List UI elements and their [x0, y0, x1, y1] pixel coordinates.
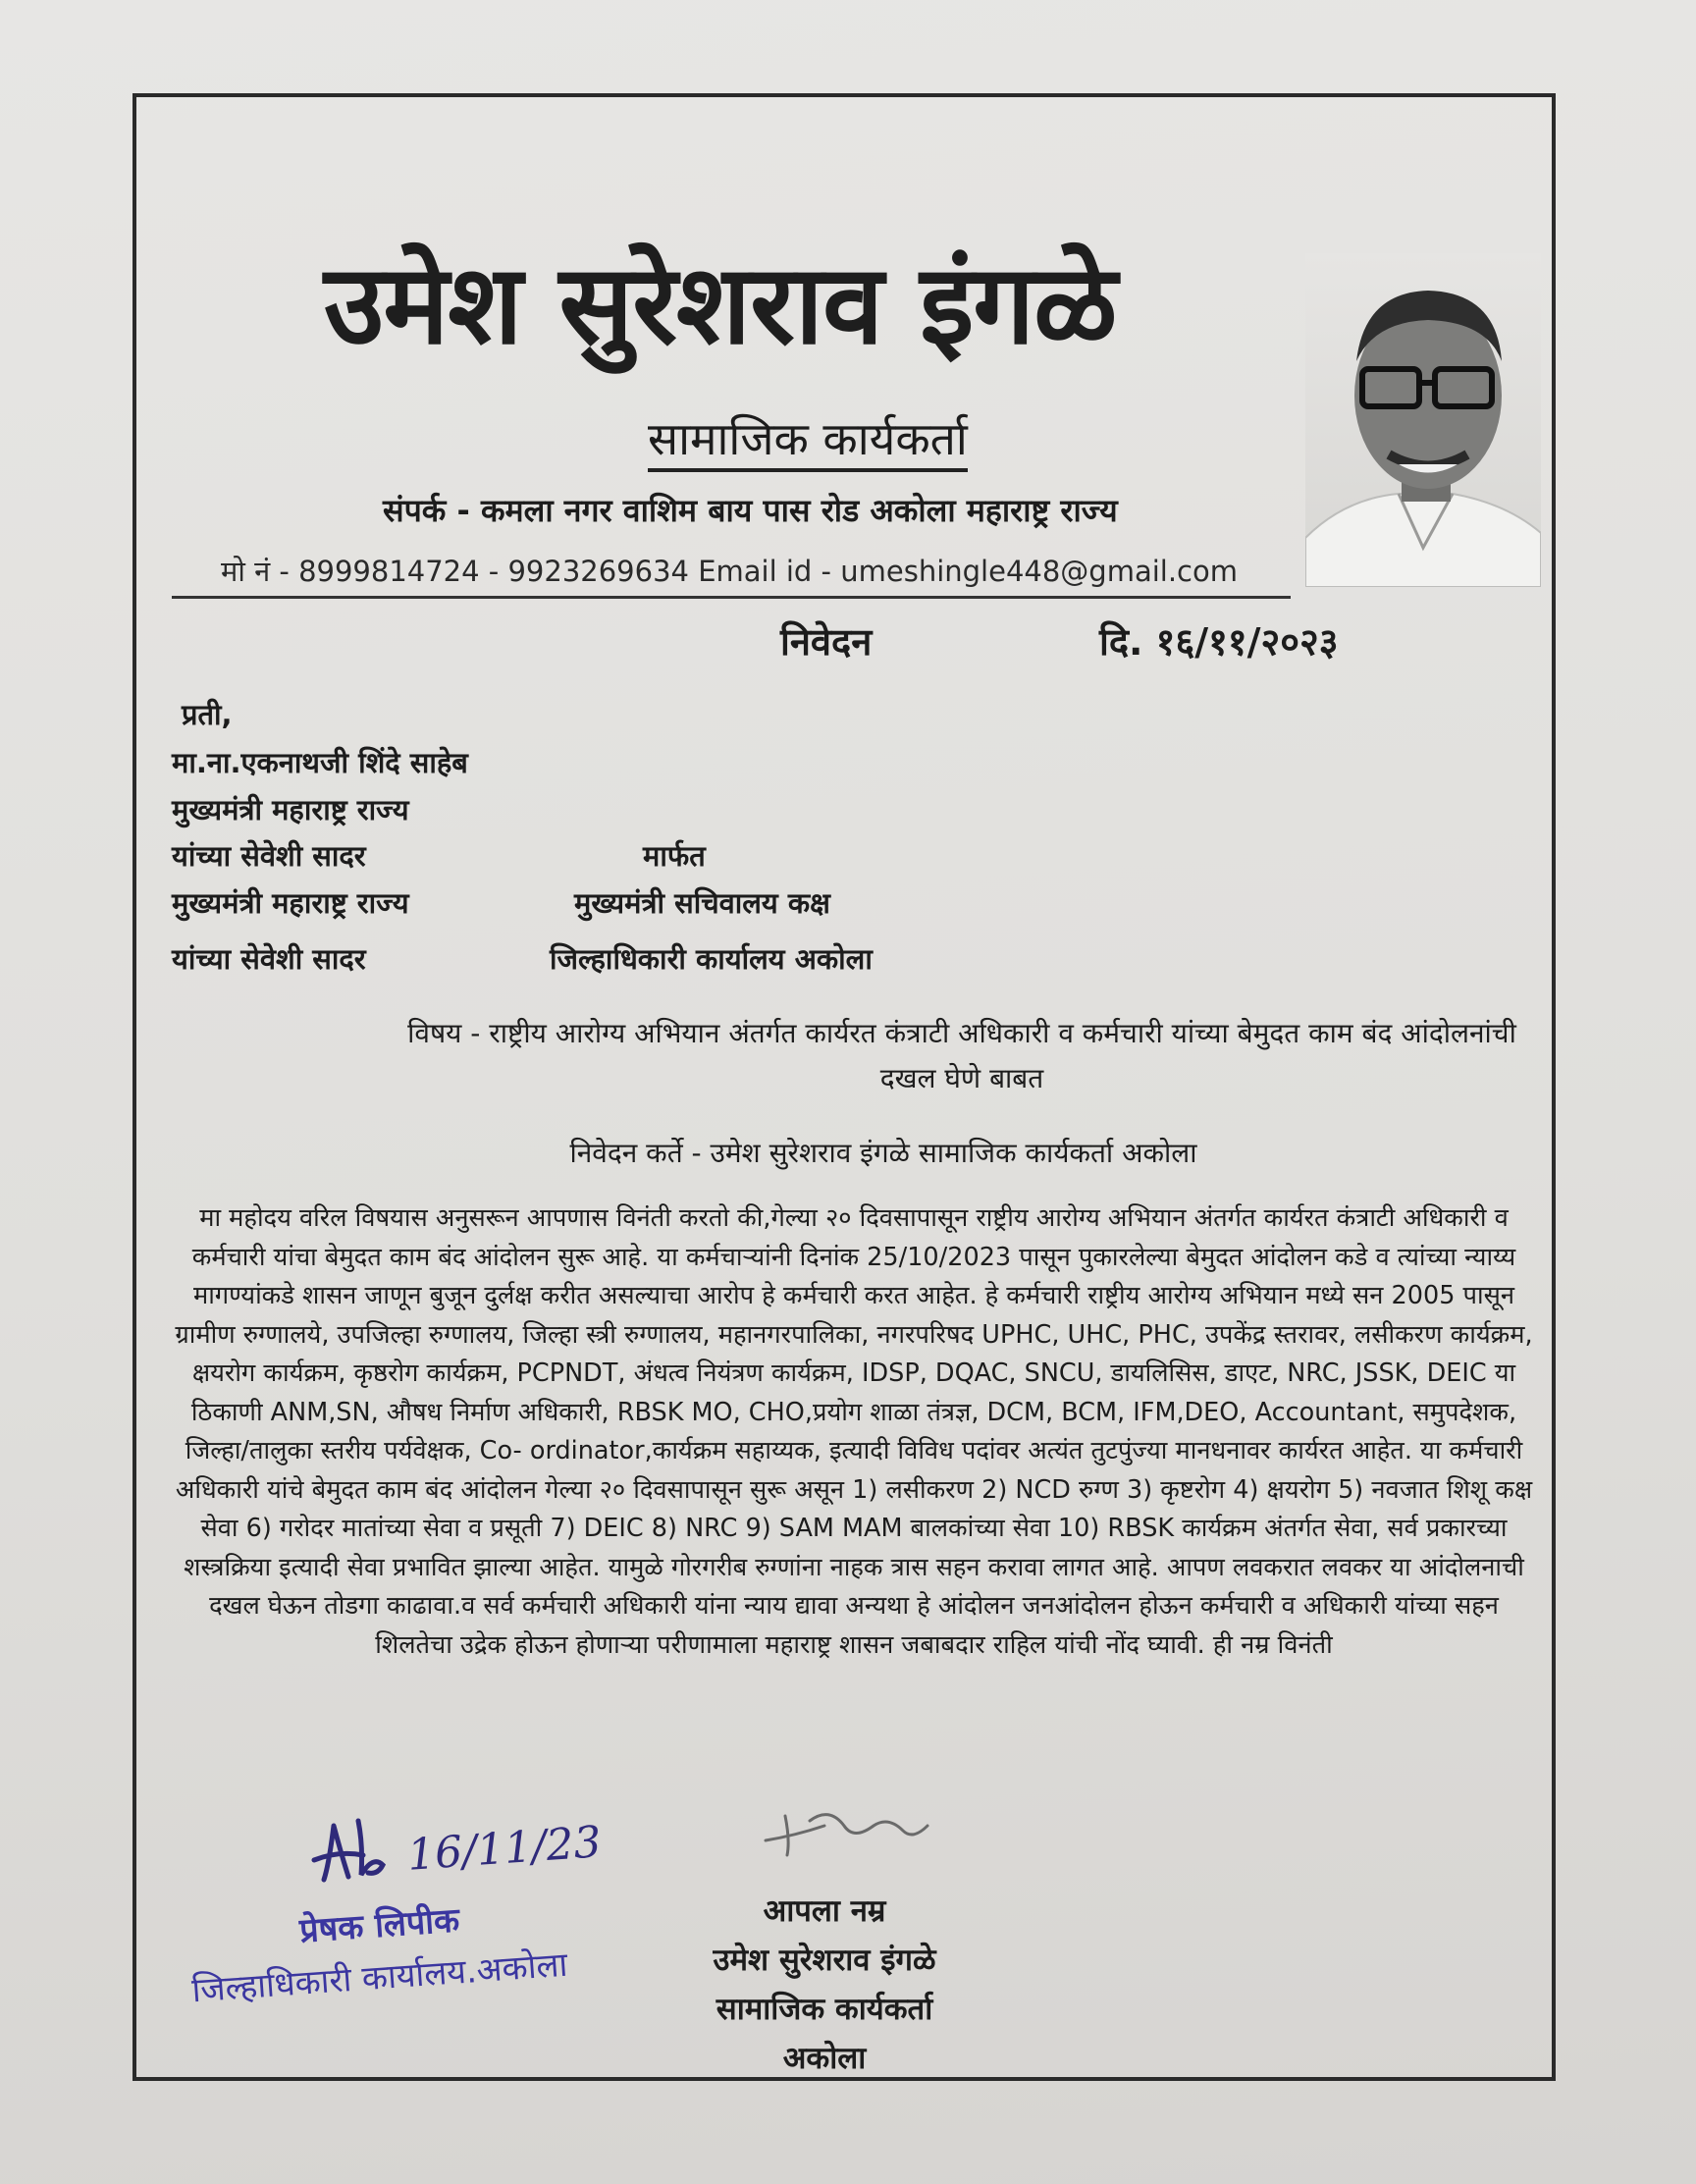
via-line1: मुख्यमंत्री सचिवालय कक्ष — [574, 886, 830, 920]
receipt-stamp-office: जिल्हाधिकारी कार्यालय.अकोला — [190, 1944, 569, 2011]
letterhead-address: संपर्क - कमला नगर वाशिम बाय पास रोड अकोला महाराष्ट्र राज्य — [383, 492, 1118, 529]
letterhead-designation: सामाजिक कार्यकर्ता — [648, 412, 968, 472]
closing-line1: आपला नम्र — [763, 1893, 886, 1929]
portrait-photo — [1305, 253, 1541, 587]
addressee-line5: यांच्या सेवेशी सादर — [172, 942, 366, 976]
sender-signature — [756, 1796, 932, 1865]
addressee-line1: मा.ना.एकनाथजी शिंदे साहेब — [172, 746, 468, 779]
via-label: मार्फत — [643, 839, 706, 873]
receipt-stamp-date: 16/11/23 — [405, 1817, 604, 1881]
addressee-prati: प्रती, — [182, 698, 233, 731]
addressee-line2: मुख्यमंत्री महाराष्ट्र राज्य — [172, 793, 409, 826]
closing-city: अकोला — [782, 2041, 867, 2076]
addressee-line3: यांच्या सेवेशी सादर — [172, 839, 366, 873]
closing-name: उमेश सुरेशराव इंगळे — [713, 1943, 936, 1978]
receipt-stamp-clerk: प्रेषक लिपीक — [297, 1900, 461, 1951]
letter-subject: विषय - राष्ट्रीय आरोग्य अभियान अंतर्गत कार्यरत कंत्राटी अधिकारी व कर्मचारी यांच्या बेमुदत काम बंद आंदोलनांची दखल घेणे बाबत — [407, 1017, 1516, 1094]
letterhead-contact: मो नं - 8999814724 - 9923269634 Email id - umeshingle448@gmail.com — [172, 552, 1291, 599]
via-line2: जिल्हाधिकारी कार्यालय अकोला — [550, 942, 873, 976]
letterhead-name: उमेश सुरेशराव इंगळे — [324, 241, 1117, 369]
closing-designation: सामाजिक कार्यकर्ता — [716, 1992, 933, 2027]
letter-body: मा महोदय वरिल विषयास अनुसरून आपणास विनंती करतो की,गेल्या २० दिवसापासून राष्ट्रीय आरोग्य अभियान अंतर्गत कार्यरत कंत्राटी अधिकारी व कर्मचारी यांचा बेमुदत काम बंद आंदोलन सुरू आहे. या कर्मचाऱ्यांनी दिनांक 25/10/2023 पासून पुकारलेल्या बेमुदत आंदोलन कडे व त्यांच्या न्याय्य मागण्यांकडे शासन जाणून बुजून दुर्लक्ष करीत असल्याचा आरोप हे कर्मचारी करत आहेत. हे कर्मचारी राष्ट्रीय आरोग्य अभियान मध्ये सन 2005 पासून ग्रामीण रुग्णालये, उपजिल्हा रुग्णालय, जिल्हा स्त्री रुग्णालय, महानगरपालिका, नगरपरिषद UPHC, UHC, PHC, उपकेंद्र स्तरावर, लसीकरण कार्यक्रम, क्षयरोग कार्यक्रम, कृष्ठरोग कार्यक्रम, PCPNDT, अंधत्व नियंत्रण कार्यक्रम, IDSP, DQAC, SNCU, डायलिसिस, डाएट, NRC, JSSK, DEIC या ठिकाणी ANM,SN, औषध निर्माण अधिकारी, RBSK MO, CHO,प्रयोग शाळा तंत्रज्ञ, DCM, BCM, IFM,DEO, Accountant, समुपदेशक, जिल्हा/तालुका स्तरीय पर्यवेक्षक, Co- ordinator,कार्यक्रम सहाय्यक, इत्यादी विविध पदांवर अत्यंत तुटपुंज्या मानधनावर कार्यरत आहेत. या कर्मचारी अधिकारी यांचे बेमुदत काम बंद आंदोलन गेल्या २० दिवसापासून सुरू असून 1) लसीकरण 2) NCD रुग्ण 3) कृष्टरोग 4) क्षयरोग 5) नवजात शिशू कक्ष सेवा 6) गरोदर मातांच्या सेवा व प्रसूती 7) DEIC 8) NRC 9) SAM MAM बालकांच्या सेवा 10) RBSK कार्यक्रम अंतर्गत सेवा, सर्व प्रकारच्या शस्त्रक्रिया इत्यादी सेवा प्रभावित झाल्या आहेत. यामुळे गोरगरीब रुग्णांना नाहक त्रास सहन करावा लागत आहे. आपण लवकरात लवकर या आंदोलनाची दखल घेऊन तोडगा काढावा.व सर्व कर्मचारी अधिकारी यांना न्याय द्यावा अन्यथा हे आंदोलन जनआंदोलन होऊन कर्मचारी व अधिकारी यांच्या सहन शिलतेचा उद्रेक होऊन होणाऱ्या परीणामाला महाराष्ट्र शासन जबाबदार राहिल यांची नोंद घ्यावी. ही नम्र विनंती — [175, 1203, 1533, 1660]
submitted-by: निवेदन कर्ते - उमेश सुरेशराव इंगळे सामाजिक कार्यकर्ता अकोला — [569, 1137, 1197, 1169]
letter-heading: निवेदन — [780, 620, 873, 664]
letter-date: दि. १६/११/२०२३ — [1099, 620, 1339, 664]
addressee-line4: मुख्यमंत्री महाराष्ट्र राज्य — [172, 886, 409, 920]
